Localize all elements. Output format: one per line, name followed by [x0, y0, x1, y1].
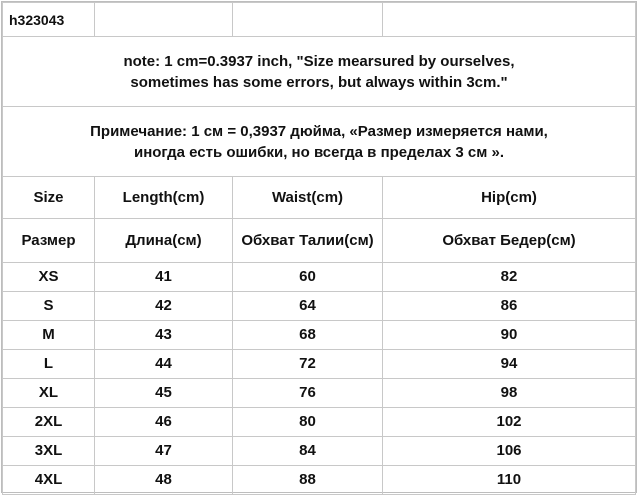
- waist-cell: 68: [233, 321, 383, 350]
- note-en-line-2: sometimes has some errors, but always within 3cm.": [130, 73, 508, 91]
- waist-cell: 76: [233, 379, 383, 408]
- size-cell: XL: [3, 379, 95, 408]
- hip-cell: 98: [383, 379, 636, 408]
- note-ru-row: [3, 107, 636, 177]
- empty-cell: [383, 3, 636, 37]
- size-cell: 2XL: [3, 408, 95, 437]
- note-ru: [3, 107, 636, 177]
- size-cell: 4XL: [3, 466, 95, 495]
- table-row: [3, 292, 636, 321]
- length-cell: 44: [95, 350, 233, 379]
- waist-cell: 88: [233, 466, 383, 495]
- header-length: Length(cm): [95, 177, 233, 219]
- hip-cell: 86: [383, 292, 636, 321]
- waist-cell: 84: [233, 437, 383, 466]
- size-cell: 3XL: [3, 437, 95, 466]
- size-cell: XS: [3, 263, 95, 292]
- length-cell: 47: [95, 437, 233, 466]
- header-waist: Waist(cm): [233, 177, 383, 219]
- length-cell: 42: [95, 292, 233, 321]
- table-row: [3, 437, 636, 466]
- header-size-ru: Размер: [3, 219, 95, 263]
- length-cell: 48: [95, 466, 233, 495]
- product-code: h323043: [3, 3, 95, 37]
- note-ru-line-2: иногда есть ошибки, но всегда в пределах 3 см ».: [133, 143, 505, 161]
- table-row: [3, 379, 636, 408]
- hip-cell: 82: [383, 263, 636, 292]
- header-waist-ru: Обхват Талии(см): [233, 219, 383, 263]
- header-row-en: [3, 177, 636, 219]
- note-ru-line-1: Примечание: 1 см = 0,3937 дюйма, «Размер измеряется нами,: [90, 122, 548, 140]
- size-cell: L: [3, 350, 95, 379]
- header-hip-ru: Обхват Бедер(см): [383, 219, 636, 263]
- table-row: [3, 350, 636, 379]
- length-cell: 46: [95, 408, 233, 437]
- waist-cell: 64: [233, 292, 383, 321]
- note-en-row: [3, 37, 636, 107]
- waist-cell: 72: [233, 350, 383, 379]
- header-hip: Hip(cm): [383, 177, 636, 219]
- length-cell: 41: [95, 263, 233, 292]
- hip-cell: 102: [383, 408, 636, 437]
- hip-cell: 110: [383, 466, 636, 495]
- empty-cell: [233, 3, 383, 37]
- hip-cell: 90: [383, 321, 636, 350]
- waist-cell: 80: [233, 408, 383, 437]
- length-cell: 45: [95, 379, 233, 408]
- waist-cell: 60: [233, 263, 383, 292]
- header-row-ru: [3, 219, 636, 263]
- note-en-line-1: note: 1 cm=0.3937 inch, "Size mearsured by ourselves,: [123, 52, 515, 70]
- size-cell: S: [3, 292, 95, 321]
- note-en: [3, 37, 636, 107]
- table-row: [3, 466, 636, 495]
- code-row: [3, 3, 636, 37]
- header-length-ru: Длина(см): [95, 219, 233, 263]
- table-row: [3, 408, 636, 437]
- table-row: [3, 321, 636, 350]
- length-cell: 43: [95, 321, 233, 350]
- size-table: [2, 2, 636, 495]
- table-row: [3, 263, 636, 292]
- empty-cell: [95, 3, 233, 37]
- size-chart: [1, 1, 637, 493]
- header-size: Size: [3, 177, 95, 219]
- hip-cell: 106: [383, 437, 636, 466]
- size-cell: M: [3, 321, 95, 350]
- hip-cell: 94: [383, 350, 636, 379]
